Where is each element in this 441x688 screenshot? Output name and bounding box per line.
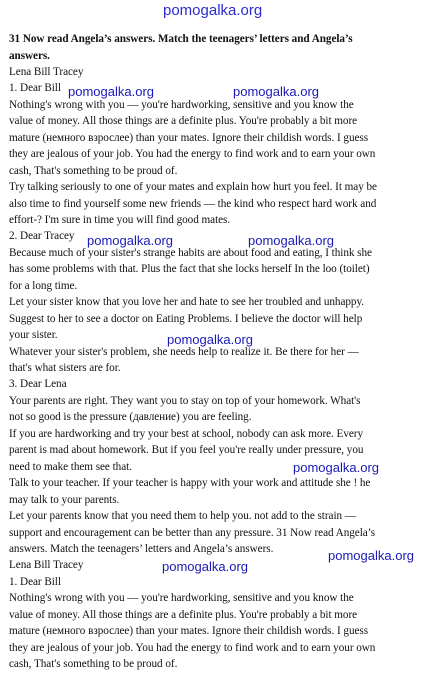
text-line: Nothing's wrong with you — you're hardworking, sensitive and you know the [9,98,354,111]
text-line: need to make them see that. [9,460,132,473]
text-line: has some problems with that. Plus the fact that she locks herself In the loo (toilet) [9,263,370,276]
text-line: parent is mad about homework. But if you feel you're really under pressure, you [9,444,364,457]
text-line: Let your sister know that you love her and hate to see her troubled and unhappy. [9,296,365,309]
text-line: Let your parents know that you need them to help you. not add to the strain — [9,510,356,522]
text-line: If you are hardworking and try your best at school, nobody can ask more. Every [9,427,363,440]
text-line: cash, That's something to be proud of. [9,658,178,671]
text-line: answers. Match the teenagers’ letters and Angela’s answers. [9,543,274,555]
text-line: for a long time. [9,279,78,292]
text-line: 3. Dear Lena [9,378,67,391]
watermark: pomogalka.org [293,460,379,475]
watermark: pomogalka.org [68,84,154,99]
text-line: your sister. [9,329,58,342]
text-line: 2. Dear Tracey [9,230,75,243]
text-line: mature (немного взрослее) than your mates. Ignore their childish words. I guess [9,131,369,144]
heading-line: 31 Now read Angela’s answers. Match the teenagers’ letters and Angela’s [9,33,353,45]
text-line: Lena Bill Tracey [9,65,84,78]
watermark: pomogalka.org [248,233,334,248]
text-line: 1. Dear Bill [9,575,61,588]
text-line: they are jealous of your job. You had the energy to find work and to earn your own [9,148,376,161]
text-line: effort-? I'm sure in time you will find good mates. [9,213,231,226]
text-line: Lena Bill Tracey [9,559,84,572]
text-line: also time to find yourself some new friends — the kind who respect hard work and [9,197,377,210]
text-line: Talk to your teacher. If your teacher is happy with your work and attitude she ! he [9,477,371,490]
text-line: Try talking seriously to one of your mates and explain how hurt you feel. It may be [9,181,377,193]
watermark: pomogalka.org [162,559,248,574]
text-line: Nothing's wrong with you — you're hardworking, sensitive and you know the [9,592,354,605]
text-line: mature (немного взрослее) than your mates. Ignore their childish words. I guess [9,625,369,638]
text-line: value of money. All those things are a definite plus. You're probably a bit more [9,115,358,128]
text-line: value of money. All those things are a definite plus. You're probably a bit more [9,608,358,621]
text-line: not so good is the pressure (давление) you are feeling. [9,411,252,424]
text-line: support and encouragement can be better than any pressure. 31 Now read Angela’s [9,526,376,539]
text-line: 1. Dear Bill [9,82,61,95]
watermark-top: pomogalka.org [163,2,263,19]
text-line: Because much of your sister's strange habits are about food and eating, I think she [9,246,372,259]
watermark: pomogalka.org [167,332,253,347]
watermark: pomogalka.org [328,548,414,563]
heading-line: answers. [9,49,50,62]
watermark: pomogalka.org [233,84,319,99]
text-line: cash, That's something to be proud of. [9,164,178,177]
text-line: Suggest to her to see a doctor on Eating Problems. I believe the doctor will help [9,312,363,325]
text-line: Whatever your sister's problem, she needs help to realize it. Be there for her — [9,345,359,358]
text-line: may talk to your parents. [9,493,120,506]
text-line: that's what sisters are for. [9,362,121,374]
watermark: pomogalka.org [87,233,173,248]
text-line: Your parents are right. They want you to stay on top of your homework. What's [9,394,361,407]
text-line: they are jealous of your job. You had the energy to find work and to earn your own [9,641,376,654]
